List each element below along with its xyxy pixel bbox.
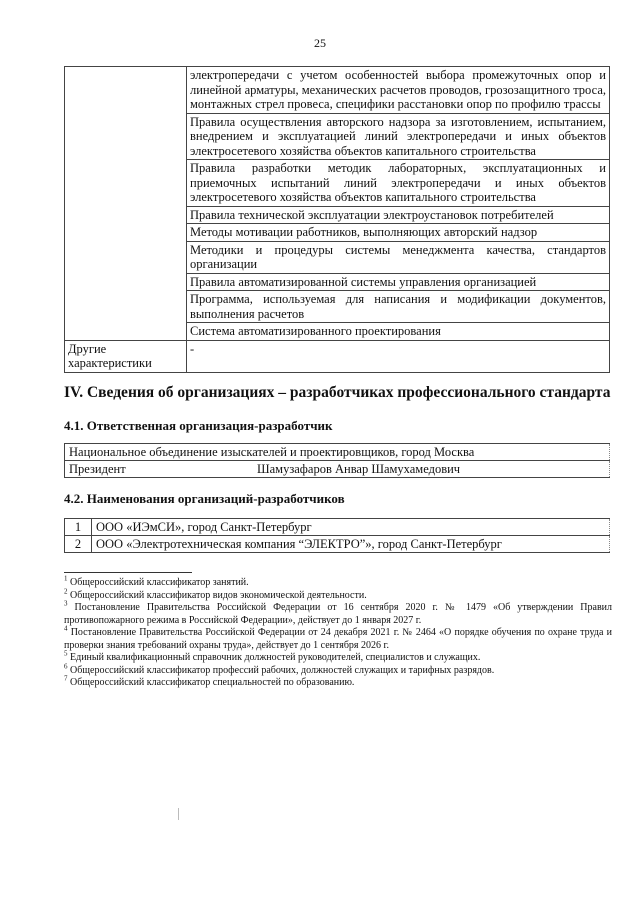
table-cell: Методики и процедуры системы менеджмента качества, стандартов организации [187,241,610,273]
footnote [64,649,612,665]
footnote-mark: 4 [64,624,68,633]
table-cell: Правила автоматизированной системы управления организацией [187,273,610,291]
table-cell: Система автоматизированного проектирования [187,323,610,341]
table-row [65,67,610,114]
table-label-cell [65,67,187,341]
footnote [64,574,612,590]
footnote-mark: 3 [64,599,68,608]
other-characteristics-label: Другие характеристики [65,340,187,372]
knowledge-table [64,66,610,373]
table-row [65,444,610,461]
footnote-text: Общероссийский классификатор занятий. [70,577,249,588]
footnote [64,662,612,678]
footnote-mark: 1 [64,574,68,583]
table-cell: Правила разработки методик лабораторных, эксплуатационных и приемочных испытаний линий электропередачи и иных объектов электросетевого хозяйства объектов капитального строительства [187,160,610,207]
responsible-org-table [64,443,610,478]
table-row [65,461,610,478]
responsible-org-name: Национальное объединение изыскателей и проектировщиков, город Москва [65,444,610,461]
developer-org-name: ООО «ИЭмСИ», город Санкт-Петербург [92,519,610,536]
table-cell: электропередачи с учетом особенностей выбора промежуточных опор и линейной арматуры, механических расчетов проводов, грозозащитного троса, монтажных стрел провеса, специфики расстановки опор по профилю трассы [187,67,610,114]
scan-artifact [178,808,179,820]
footnote-text: Общероссийский классификатор профессий рабочих, должностей служащих и тарифных разрядов. [70,664,495,676]
developer-org-number: 2 [65,536,92,553]
footnote-mark: 7 [64,674,68,683]
table-row [65,519,610,536]
footnote [64,587,612,603]
footnote-mark: 5 [64,649,68,658]
other-characteristics-value: - [187,340,610,372]
table-cell: Методы мотивации работников, выполняющих авторский надзор [187,224,610,242]
footnote-text: Постановление Правительства Российской Федерации от 24 декабря 2021 г. № 2464 «О порядке обучения по охране труда и проверки знания требований охраны труда», действует до 1 сентября 2026 г. [64,627,612,651]
footnote-text: Единый квалификационный справочник должностей руководителей, специалистов и служащих. [70,652,481,663]
table-cell: Правила технической эксплуатации электроустановок потребителей [187,206,610,224]
footnote-mark: 6 [64,662,68,671]
footnote [64,624,612,652]
developer-org-number: 1 [65,519,92,536]
section-iv-heading: IV. Сведения об организациях – разработчиках профессионального стандарта [64,384,611,401]
developer-org-name: ООО «Электротехническая компания “ЭЛЕКТРО”», город Санкт-Петербург [92,536,610,553]
section-4-2-heading: 4.2. Наименования организаций-разработчиков [64,491,345,506]
table-cell: Правила осуществления авторского надзора за изготовлением, испытанием, внедрением и эксплуатацией линий электропередачи и иных объектов электросетевого хозяйства объектов капитального строительства [187,113,610,160]
table-cell: Программа, используемая для написания и модификации документов, выполнения расчетов [187,291,610,323]
footnote-text: Общероссийский классификатор специальностей по образованию. [70,677,355,688]
footnote-separator [64,572,192,573]
footnote [64,674,612,690]
developer-orgs-table [64,518,610,553]
footnote-text: Постановление Правительства Российской Федерации от 16 сентября 2020 г. № 1479 «Об утверждении Правил противопожарного режима в Российской Федерации», действует до 1 января 2027 г. [64,602,613,626]
section-4-1-heading: 4.1. Ответственная организация-разработчик [64,418,333,433]
responsible-org-person: Шамузафаров Анвар Шамухамедович [253,461,610,478]
responsible-org-position: Президент [65,461,254,478]
page-number: 25 [314,36,326,50]
table-row [65,536,610,553]
footnotes [64,574,613,690]
footnote-text: Общероссийский классификатор видов экономической деятельности. [70,589,367,601]
table-row [65,340,610,372]
footnote-mark: 2 [64,587,68,596]
footnote [64,599,613,627]
